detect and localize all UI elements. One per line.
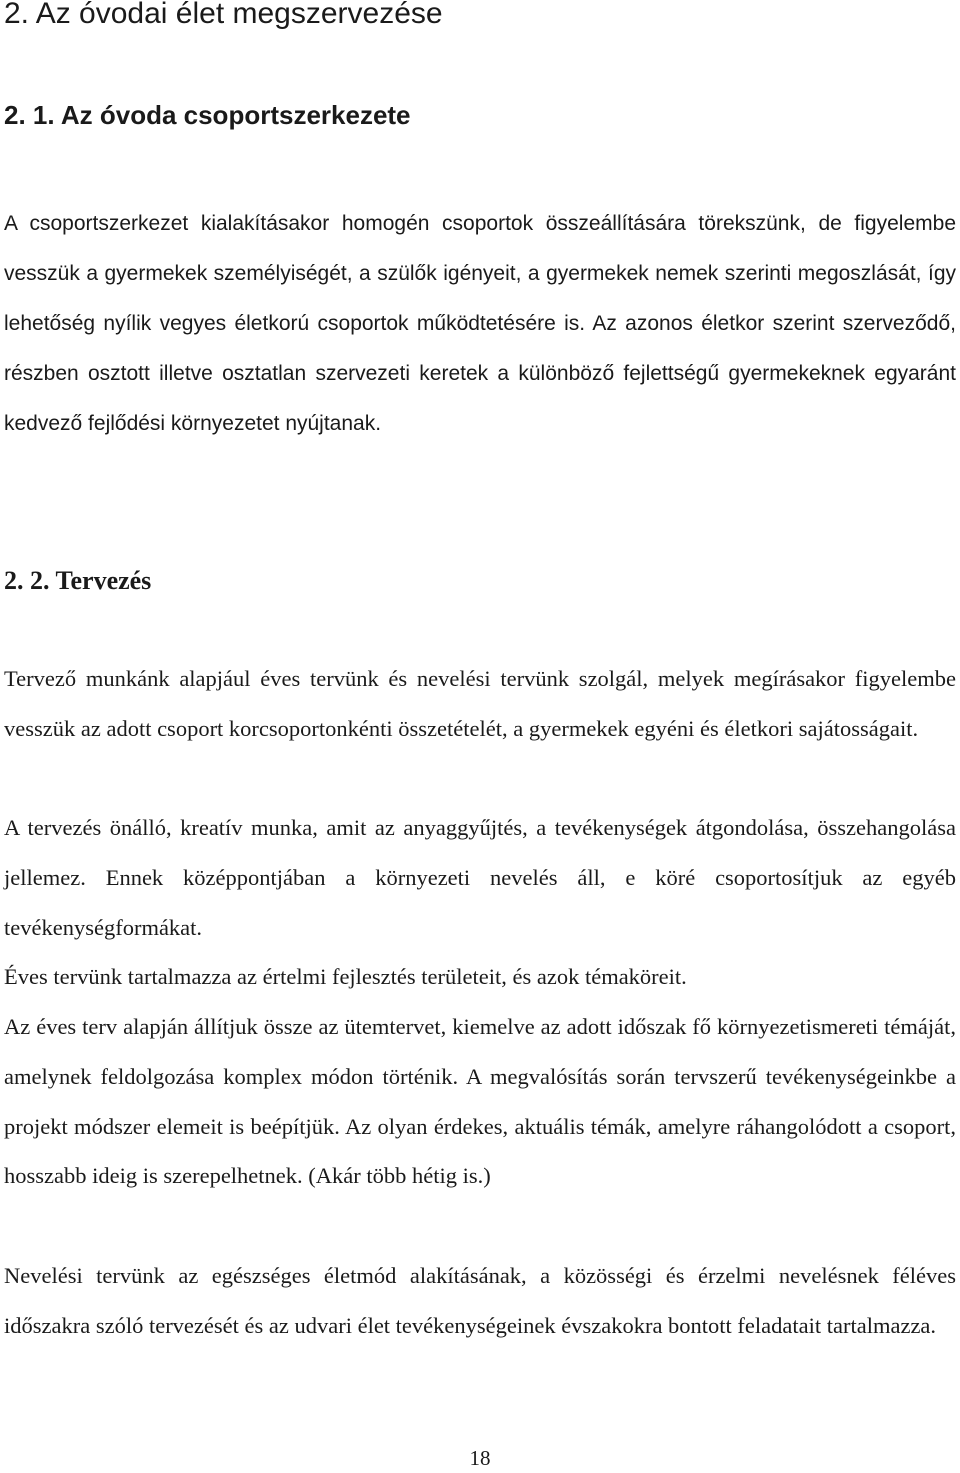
paragraph-planning-creative: A tervezés önálló, kreatív munka, amit az anyaggyűjtés, a tevékenységek átgondolása, összehangolása jellemez. Ennek középpontjában a környezeti nevelés áll, e köré csoportosítjuk az egyéb tevékenységformákat.	[4, 815, 956, 940]
paragraph-schedule: Az éves terv alapján állítjuk össze az ütemtervet, kiemelve az adott időszak fő környezetismereti témáját, amelynek feldolgozása komplex módon történik. A megvalósítás során tervszerű tevékenységeinkbe a projekt módszer elemeit is beépítjük. Az olyan érdekes, aktuális témák, amelyre ráhangolódott a csoport, hosszabb ideig is szerepelhetnek. (Akár több hétig is.)	[4, 1014, 956, 1189]
paragraph-group-structure: A csoportszerkezet kialakításakor homogén csoportok összeállítására törekszünk, de figyelembe vesszük a gyermekek személyiségét, a szülők igényeit, a gyermekek nemek szerinti megoszlását, így lehetőség nyílik vegyes életkorú csoportok működtetésére is. Az azonos életkor szerint szerveződő, részben osztott illetve osztatlan szervezeti keretek a különböző fejlettségű gyermekeknek egyaránt kedvező fejlődési környezetet nyújtanak.	[4, 212, 956, 435]
page-number: 18	[469, 1446, 491, 1470]
chapter-heading: 2. Az óvodai élet megszervezése	[4, 0, 443, 30]
paragraph-education-plan: Nevelési tervünk az egészséges életmód alakításának, a közösségi és érzelmi nevelésnek féléves időszakra szóló tervezését és az udvari élet tevékenységeinek évszakokra bontott feladatait tartalmazza.	[4, 1263, 956, 1338]
paragraph-planning-basis: Tervező munkánk alapjául éves tervünk és nevelési tervünk szolgál, melyek megírásakor figyelembe vesszük az adott csoport korcsoportonkénti összetételét, a gyermekek egyéni és életkori sajátosságait.	[4, 666, 956, 741]
section-heading-groups: 2. 1. Az óvoda csoportszerkezete	[4, 100, 411, 130]
section-heading-planning: 2. 2. Tervezés	[4, 566, 152, 595]
paragraph-annual-plan: Éves tervünk tartalmazza az értelmi fejlesztés területeit, és azok témaköreit.	[4, 964, 687, 989]
